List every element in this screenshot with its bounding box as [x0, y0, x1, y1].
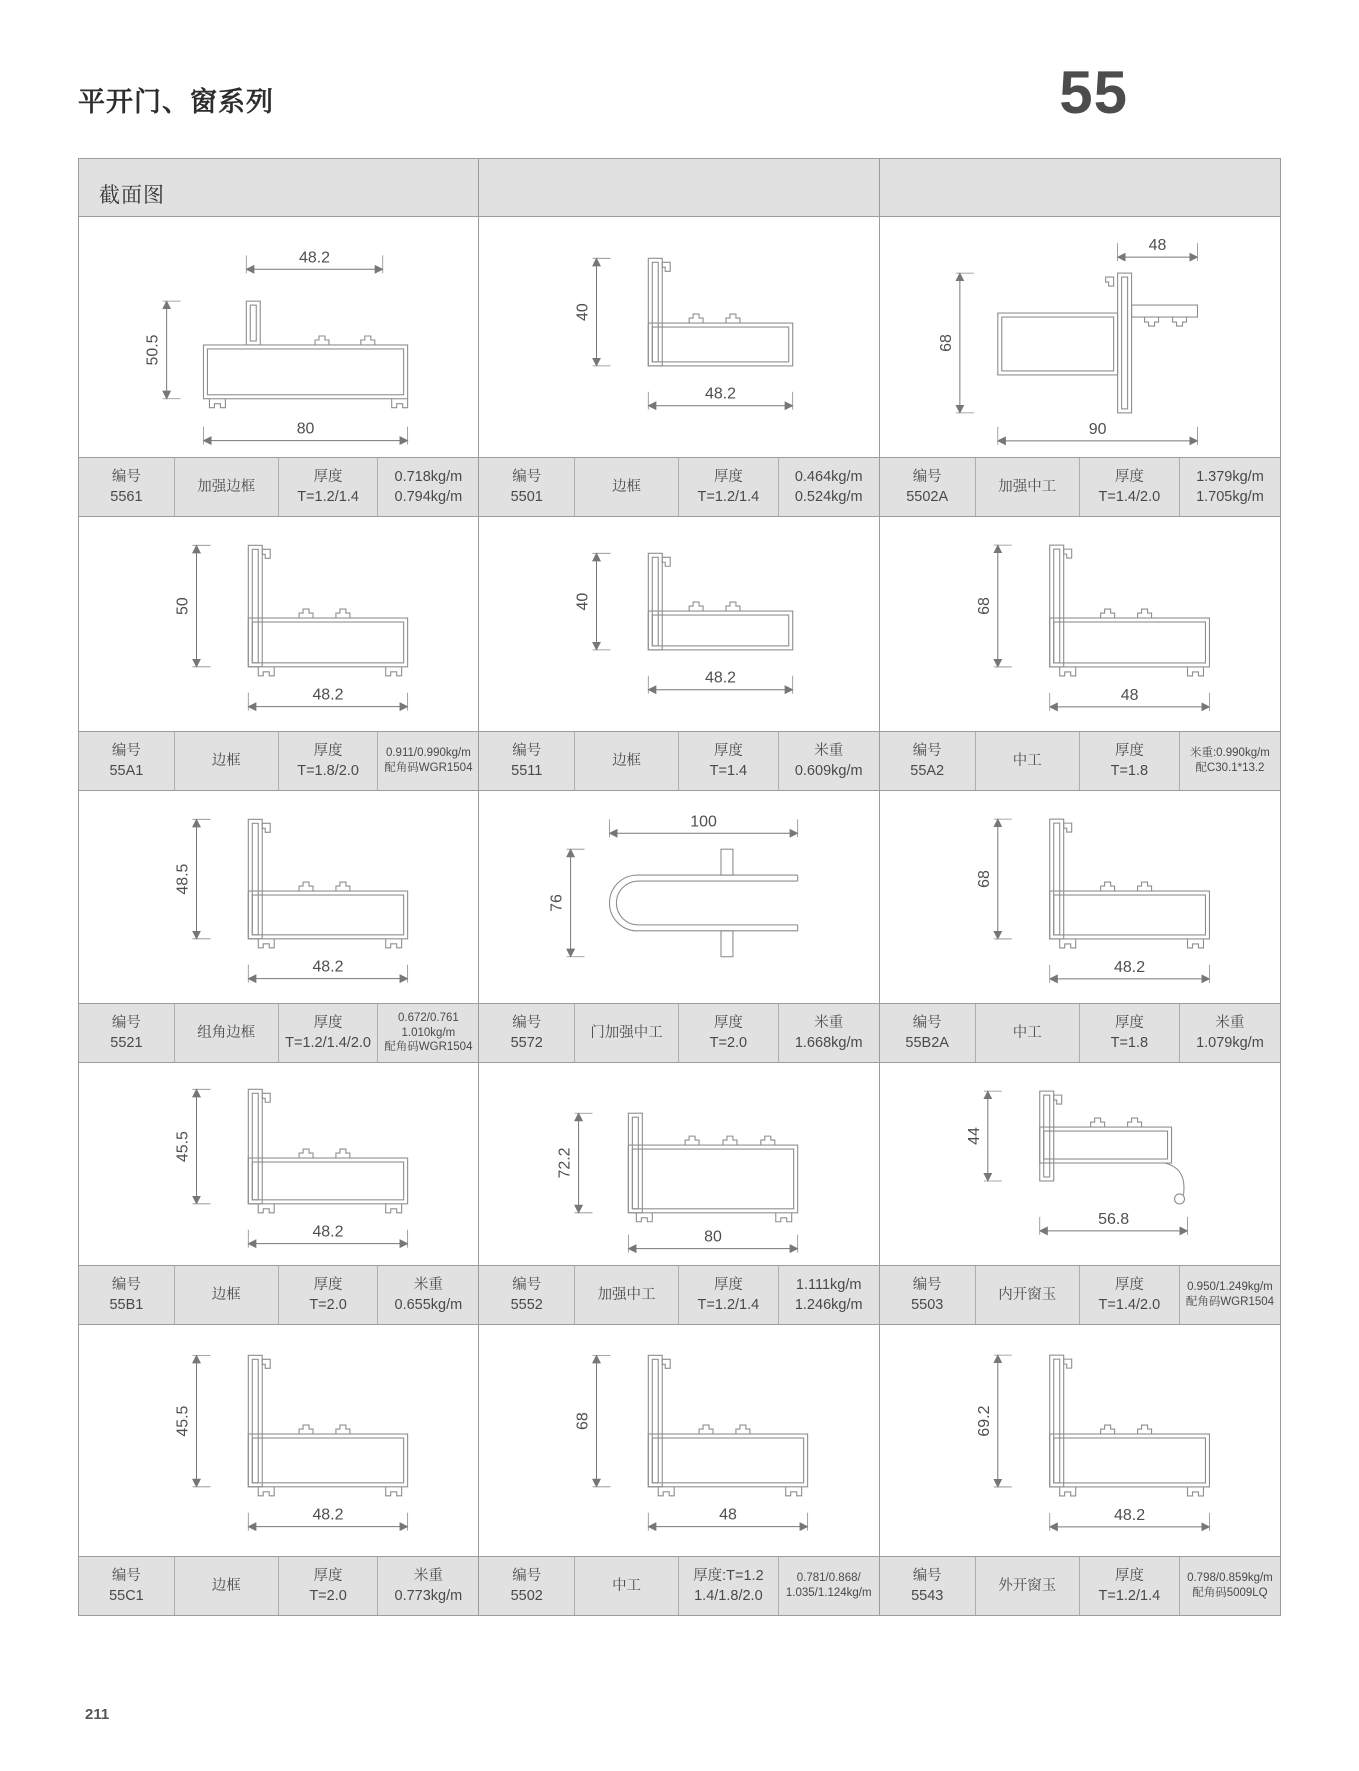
spec-line: T=1.2/1.4	[697, 489, 760, 505]
spec-line: 米重	[1215, 1015, 1245, 1031]
code-value: 5521	[110, 1035, 143, 1051]
spec-line: T=1.4/2.0	[1098, 489, 1161, 505]
spec-code-cell	[79, 1557, 175, 1615]
profile-name: 中工	[1012, 753, 1042, 769]
spec-code-cell	[479, 1266, 575, 1324]
dimension-label: 48.2	[299, 249, 331, 267]
profile-name: 加强中工	[998, 479, 1057, 495]
profile-cell	[79, 1063, 479, 1325]
profile-drawing-area	[880, 791, 1280, 1003]
spec-line: 米重	[413, 1568, 443, 1584]
spec-line: 0.609kg/m	[794, 763, 863, 779]
dimension-label: 48.2	[1113, 1506, 1145, 1524]
code-label: 编号	[512, 1277, 542, 1293]
profile-drawing-area	[79, 1325, 478, 1556]
spec-code-cell	[79, 1004, 175, 1062]
code-value: 5543	[911, 1588, 944, 1604]
spec-row	[880, 731, 1280, 791]
page-header	[78, 59, 1281, 132]
profile-drawing-area	[880, 517, 1280, 731]
profile-cell	[79, 1325, 479, 1615]
spec-name-cell	[976, 1004, 1080, 1062]
profile-name: 边框	[211, 1287, 241, 1303]
profile-drawing-area	[880, 1325, 1280, 1556]
dimension-label: 48.2	[312, 1506, 344, 1524]
spec-line: 厚度	[1114, 1277, 1144, 1293]
code-value: 5552	[510, 1297, 543, 1313]
profile-name: 中工	[1012, 1025, 1042, 1041]
spec-weight-cell	[1180, 1004, 1280, 1062]
spec-code-cell	[880, 458, 976, 516]
spec-line: 1.079kg/m	[1196, 1035, 1264, 1051]
spec-line: 厚度	[1114, 469, 1144, 485]
profile-drawing	[479, 1063, 878, 1265]
spec-line: 0.655kg/m	[394, 1297, 463, 1313]
profile-cell	[479, 791, 879, 1063]
dimension-label: 76	[548, 894, 566, 912]
spec-line: 厚度	[313, 1015, 343, 1031]
code-label: 编号	[512, 743, 542, 759]
spec-thickness-cell	[279, 1004, 379, 1062]
profile-name: 内开窗玉	[998, 1287, 1057, 1303]
profile-drawing-area	[479, 1063, 878, 1265]
spec-weight-cell	[1180, 1266, 1280, 1324]
series-title: 平开门、窗系列	[78, 87, 274, 117]
spec-line: 厚度	[313, 1568, 343, 1584]
spec-row	[880, 1003, 1280, 1063]
spec-line: 厚度	[313, 743, 343, 759]
spec-name-cell	[175, 1004, 279, 1062]
section-header-label: 截面图	[99, 184, 165, 207]
profile-name: 组角边框	[197, 1025, 256, 1041]
profile-cell	[880, 1325, 1280, 1615]
spec-thickness-cell	[279, 732, 379, 790]
code-value: 5502	[510, 1588, 543, 1604]
spec-line: 0.773kg/m	[394, 1588, 463, 1604]
spec-line: T=1.4/2.0	[1098, 1297, 1161, 1313]
profile-name: 边框	[211, 753, 241, 769]
spec-row	[880, 1265, 1280, 1325]
spec-weight-cell	[779, 1266, 879, 1324]
code-value: 55A1	[109, 763, 144, 779]
spec-line: T=2.0	[309, 1297, 347, 1313]
spec-thickness-cell	[1080, 458, 1180, 516]
spec-thickness-cell	[1080, 732, 1180, 790]
section-header-cell	[79, 159, 479, 216]
spec-name-cell	[175, 1266, 279, 1324]
series-number: 55	[1059, 59, 1128, 126]
dimension-label: 48.2	[312, 686, 344, 704]
spec-weight-cell	[779, 1004, 879, 1062]
dimension-label: 48.2	[312, 1223, 344, 1241]
dimension-label: 72.2	[556, 1147, 574, 1179]
spec-name-cell	[575, 1004, 679, 1062]
spec-line: 配角码WGR1504	[384, 1041, 473, 1054]
spec-row	[79, 1003, 478, 1063]
spec-weight-cell	[378, 1004, 478, 1062]
spec-line: T=1.4	[709, 763, 748, 779]
spec-line: 厚度	[1114, 1568, 1144, 1584]
dimension-label: 45.5	[174, 1131, 192, 1163]
code-value: 5561	[110, 489, 143, 505]
table-row	[79, 1325, 1280, 1615]
dimension-label: 68	[975, 597, 993, 615]
spec-weight-cell	[1180, 1557, 1280, 1615]
spec-thickness-cell	[1080, 1557, 1180, 1615]
profile-drawing-area	[479, 517, 878, 731]
spec-line: 0.672/0.761	[398, 1011, 459, 1024]
spec-code-cell	[479, 458, 575, 516]
profile-name: 加强边框	[197, 479, 256, 495]
spec-line: 1.4/1.8/2.0	[694, 1588, 763, 1604]
spec-line: 0.524kg/m	[794, 489, 863, 505]
code-value: 55B1	[109, 1297, 144, 1313]
dimension-label: 69.2	[975, 1405, 993, 1437]
spec-line: 0.464kg/m	[794, 469, 863, 485]
dimension-label: 44	[965, 1127, 983, 1145]
profile-drawing-area	[479, 1325, 878, 1556]
profile-cell	[479, 217, 879, 517]
profile-cell	[880, 217, 1280, 517]
spec-line: 1.246kg/m	[794, 1297, 863, 1313]
code-value: 55B2A	[905, 1035, 949, 1051]
profile-drawing-area	[79, 517, 478, 731]
profile-drawing-area	[79, 217, 478, 457]
code-label: 编号	[111, 1015, 141, 1031]
profile-drawing	[880, 1063, 1280, 1265]
spec-row	[880, 1556, 1280, 1615]
spec-name-cell	[575, 732, 679, 790]
spec-code-cell	[479, 1557, 575, 1615]
profile-drawing-area	[880, 1063, 1280, 1265]
spec-row	[479, 731, 878, 791]
spec-thickness-cell	[679, 732, 779, 790]
dimension-label: 56.8	[1097, 1210, 1129, 1228]
spec-thickness-cell	[279, 458, 379, 516]
spec-row	[79, 1265, 478, 1325]
spec-line: 厚度	[713, 1015, 743, 1031]
spec-row	[479, 1556, 878, 1615]
table-row	[79, 517, 1280, 791]
dimension-label: 48	[719, 1506, 738, 1524]
code-label: 编号	[512, 1015, 542, 1031]
spec-line: 厚度	[313, 1277, 343, 1293]
profile-drawing-area	[79, 791, 478, 1003]
spec-weight-cell	[779, 1557, 879, 1615]
profile-cell	[880, 1063, 1280, 1325]
profile-drawing-area	[79, 1063, 478, 1265]
profile-cell	[79, 517, 479, 791]
spec-thickness-cell	[1080, 1004, 1180, 1062]
spec-line: 0.798/0.859kg/m	[1187, 1572, 1273, 1585]
spec-line: 配C30.1*13.2	[1195, 762, 1265, 774]
spec-weight-cell	[378, 1557, 478, 1615]
spec-line: 米重	[814, 1015, 844, 1031]
dimension-label: 48	[1148, 237, 1167, 255]
code-value: 5572	[510, 1035, 543, 1051]
profile-cell	[79, 791, 479, 1063]
spec-name-cell	[575, 458, 679, 516]
profile-name: 中工	[612, 1578, 642, 1594]
profile-drawing	[79, 1063, 478, 1265]
code-label: 编号	[912, 469, 942, 485]
spec-line: 0.781/0.868/	[796, 1572, 861, 1585]
dimension-label: 80	[704, 1228, 723, 1246]
spec-line: 厚度	[713, 743, 743, 759]
table-row	[79, 217, 1280, 517]
page-number: 211	[85, 1706, 110, 1723]
spec-code-cell	[79, 1266, 175, 1324]
spec-line: 1.111kg/m	[795, 1277, 862, 1293]
spec-line: 厚度	[713, 469, 743, 485]
spec-thickness-cell	[279, 1557, 379, 1615]
code-label: 编号	[912, 1277, 942, 1293]
profile-drawing	[479, 517, 878, 731]
profile-cell	[79, 217, 479, 517]
spec-weight-cell	[378, 732, 478, 790]
spec-name-cell	[175, 458, 279, 516]
dimension-label: 50.5	[144, 334, 162, 366]
spec-line: T=1.8	[1110, 1035, 1149, 1051]
spec-line: 1.035/1.124kg/m	[785, 1587, 872, 1599]
code-label: 编号	[912, 1015, 942, 1031]
profile-cell	[479, 1325, 879, 1615]
profile-drawing	[479, 1325, 878, 1556]
spec-line: 配角码WGR1504	[384, 762, 473, 774]
dimension-label: 68	[975, 870, 993, 888]
spec-code-cell	[880, 1557, 976, 1615]
code-label: 编号	[111, 1277, 141, 1293]
spec-weight-cell	[779, 458, 879, 516]
spec-weight-cell	[779, 732, 879, 790]
code-label: 编号	[912, 743, 942, 759]
spec-line: T=1.2/1.4/2.0	[285, 1035, 371, 1051]
code-label: 编号	[512, 469, 542, 485]
spec-name-cell	[976, 732, 1080, 790]
spec-name-cell	[976, 1266, 1080, 1324]
code-label: 编号	[512, 1568, 542, 1584]
spec-line: T=1.2/1.4	[297, 489, 359, 505]
spec-weight-cell	[1180, 732, 1280, 790]
spec-line: 配角码WGR1504	[1185, 1296, 1275, 1308]
profile-drawing	[79, 791, 478, 1003]
profile-drawing	[880, 517, 1280, 731]
profile-drawing	[880, 217, 1280, 457]
profile-name: 边框	[612, 479, 642, 495]
spec-line: T=1.2/1.4	[1098, 1588, 1161, 1604]
profile-drawing	[479, 217, 878, 457]
table-row	[79, 1063, 1280, 1325]
dimension-label: 48.2	[1113, 958, 1145, 976]
code-value: 5511	[511, 763, 543, 779]
profile-name: 边框	[211, 1578, 241, 1594]
spec-row	[479, 1265, 878, 1325]
spec-line: T=2.0	[309, 1588, 347, 1604]
spec-thickness-cell	[279, 1266, 379, 1324]
spec-line: 配角码5009LQ	[1192, 1587, 1268, 1599]
spec-name-cell	[175, 732, 279, 790]
spec-name-cell	[976, 458, 1080, 516]
profile-cell	[479, 1063, 879, 1325]
table-body	[79, 217, 1280, 1615]
spec-code-cell	[880, 1004, 976, 1062]
code-value: 55C1	[109, 1588, 144, 1604]
section-header-cell	[479, 159, 879, 216]
table-row	[79, 791, 1280, 1063]
spec-row	[880, 457, 1280, 517]
code-value: 5501	[510, 489, 543, 505]
dimension-label: 40	[574, 592, 592, 611]
profile-drawing-area	[479, 791, 878, 1003]
spec-line: 0.911/0.990kg/m	[385, 747, 471, 760]
spec-line: 1.705kg/m	[1196, 489, 1264, 505]
spec-thickness-cell	[679, 1266, 779, 1324]
dimension-label: 48.2	[705, 669, 737, 687]
profile-name: 边框	[612, 753, 642, 769]
spec-code-cell	[79, 732, 175, 790]
spec-row	[79, 731, 478, 791]
profile-drawing	[79, 1325, 478, 1556]
spec-code-cell	[79, 458, 175, 516]
spec-row	[79, 1556, 478, 1615]
spec-name-cell	[175, 1557, 279, 1615]
dimension-label: 68	[937, 334, 955, 352]
spec-thickness-cell	[679, 1004, 779, 1062]
spec-weight-cell	[1180, 458, 1280, 516]
spec-name-cell	[976, 1557, 1080, 1615]
dimension-label: 48.2	[705, 385, 737, 403]
spec-weight-cell	[378, 1266, 478, 1324]
dimension-label: 50	[174, 597, 192, 615]
spec-name-cell	[575, 1266, 679, 1324]
spec-line: 米重	[413, 1277, 443, 1293]
dimension-label: 90	[1088, 420, 1107, 438]
code-value: 55A2	[910, 763, 945, 779]
code-value: 5502A	[906, 489, 949, 505]
dimension-label: 100	[690, 813, 718, 831]
profile-name: 门加强中工	[590, 1025, 663, 1041]
code-value: 5503	[911, 1297, 944, 1313]
spec-line: 厚度:T=1.2	[693, 1568, 764, 1584]
table-header-band	[79, 159, 1280, 217]
dimension-label: 48.2	[312, 958, 344, 976]
spec-thickness-cell	[1080, 1266, 1180, 1324]
dimension-label: 48.5	[174, 863, 192, 895]
dimension-label: 45.5	[174, 1405, 192, 1437]
code-label: 编号	[111, 743, 141, 759]
dimension-label: 40	[574, 303, 592, 321]
spec-line: T=1.8/2.0	[297, 763, 359, 779]
spec-row	[479, 457, 878, 517]
profile-drawing-area	[479, 217, 878, 457]
spec-line: 0.718kg/m	[394, 469, 463, 485]
spec-row	[79, 457, 478, 517]
profile-cell	[479, 517, 879, 791]
spec-line: 厚度	[1114, 1015, 1144, 1031]
spec-line: 1.010kg/m	[401, 1026, 456, 1039]
spec-thickness-cell	[679, 458, 779, 516]
profile-drawing	[79, 517, 478, 731]
spec-line: 米重	[814, 743, 844, 759]
spec-line: T=1.2/1.4	[697, 1297, 760, 1313]
profile-cell	[880, 517, 1280, 791]
spec-name-cell	[575, 1557, 679, 1615]
code-label: 编号	[111, 1568, 141, 1584]
spec-weight-cell	[378, 458, 478, 516]
spec-line: 0.950/1.249kg/m	[1187, 1281, 1273, 1294]
profile-name: 外开窗玉	[998, 1578, 1057, 1594]
profile-drawing	[79, 217, 478, 457]
profile-drawing-area	[880, 217, 1280, 457]
spec-line: 米重:0.990kg/m	[1189, 747, 1270, 760]
spec-line: 1.379kg/m	[1196, 469, 1264, 485]
dimension-label: 48	[1120, 686, 1139, 704]
spec-line: 0.794kg/m	[394, 489, 463, 505]
spec-row	[479, 1003, 878, 1063]
profile-drawing	[880, 1325, 1280, 1556]
spec-code-cell	[479, 1004, 575, 1062]
spec-thickness-cell	[679, 1557, 779, 1615]
spec-line: 厚度	[713, 1277, 743, 1293]
spec-line: 厚度	[1114, 743, 1144, 759]
spec-line: T=2.0	[709, 1035, 748, 1051]
code-label: 编号	[912, 1568, 942, 1584]
dimension-label: 68	[574, 1412, 592, 1430]
code-label: 编号	[111, 469, 141, 485]
dimension-label: 80	[296, 420, 315, 438]
profile-drawing	[880, 791, 1280, 1003]
spec-line: 1.668kg/m	[794, 1035, 863, 1051]
profile-drawing	[479, 791, 878, 1003]
spec-code-cell	[479, 732, 575, 790]
spec-code-cell	[880, 732, 976, 790]
profile-catalog-table	[78, 158, 1281, 1616]
spec-line: T=1.8	[1110, 763, 1149, 779]
spec-code-cell	[880, 1266, 976, 1324]
profile-name: 加强中工	[597, 1287, 656, 1303]
spec-line: 厚度	[313, 469, 343, 485]
section-header-cell	[880, 159, 1280, 216]
profile-cell	[880, 791, 1280, 1063]
